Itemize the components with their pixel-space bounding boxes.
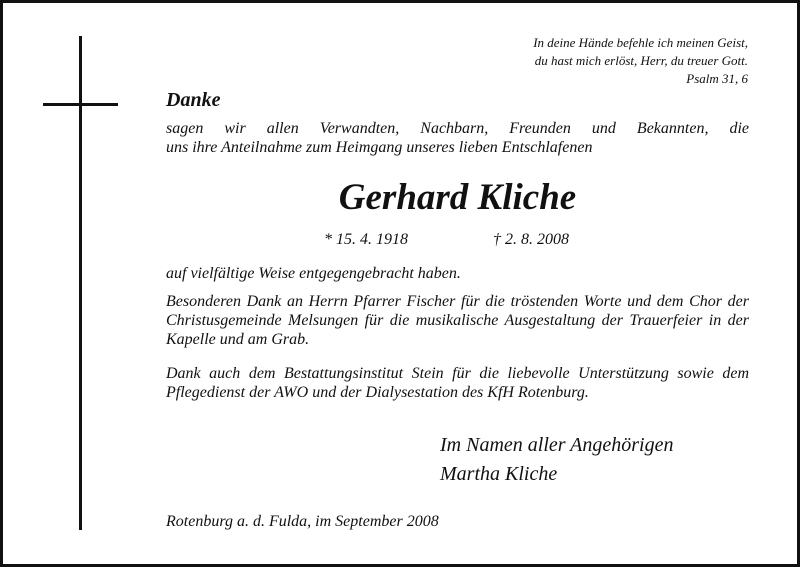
paragraph-2-text: Besonderen Dank an Herrn Pfarrer Fischer für die tröstenden Worte und dem Chor der Christusgemeinde Melsungen für die musikalische Ausgestaltung der Trauerfeier in der Kapelle und am Grab. (166, 293, 749, 348)
motto-line-1: In deine Hände befehle ich meinen Geist, (533, 35, 748, 50)
signature (440, 431, 674, 489)
intro-line-2: uns ihre Anteilnahme zum Heimgang unseres lieben Entschlafenen (166, 139, 593, 156)
death-date: † 2. 8. 2008 (493, 231, 569, 248)
motto-line-2: du hast mich erlöst, Herr, du treuer Gott. (534, 53, 748, 68)
deceased-name: Gerhard Kliche (338, 177, 577, 218)
signature-line-1: Im Namen aller Angehörigen (440, 434, 674, 456)
intro-text (166, 119, 749, 157)
cross-icon-bar (43, 103, 118, 106)
cross-icon (79, 36, 82, 530)
paragraph-2 (166, 292, 749, 349)
motto-reference: Psalm 31, 6 (686, 71, 748, 86)
signature-name: Martha Kliche (440, 463, 558, 485)
intro-line-1: sagen wir allen Verwandten, Nachbarn, Freunden und Bekannten, die (166, 120, 749, 137)
birth-date: * 15. 4. 1918 (324, 231, 408, 248)
psalm-motto (348, 34, 748, 88)
heading-danke: Danke (166, 89, 221, 111)
place-and-date: Rotenburg a. d. Fulda, im September 2008 (166, 513, 439, 530)
paragraph-3-text: Dank auch dem Bestattungsinstitut Stein für die liebevolle Unterstützung sowie dem Pflegedienst der AWO und der Dialysestation des KfH Rotenburg. (166, 365, 749, 401)
paragraph-3 (166, 364, 749, 402)
paragraph-1 (166, 264, 749, 283)
paragraph-1-text: auf vielfältige Weise entgegengebracht haben. (166, 265, 461, 282)
